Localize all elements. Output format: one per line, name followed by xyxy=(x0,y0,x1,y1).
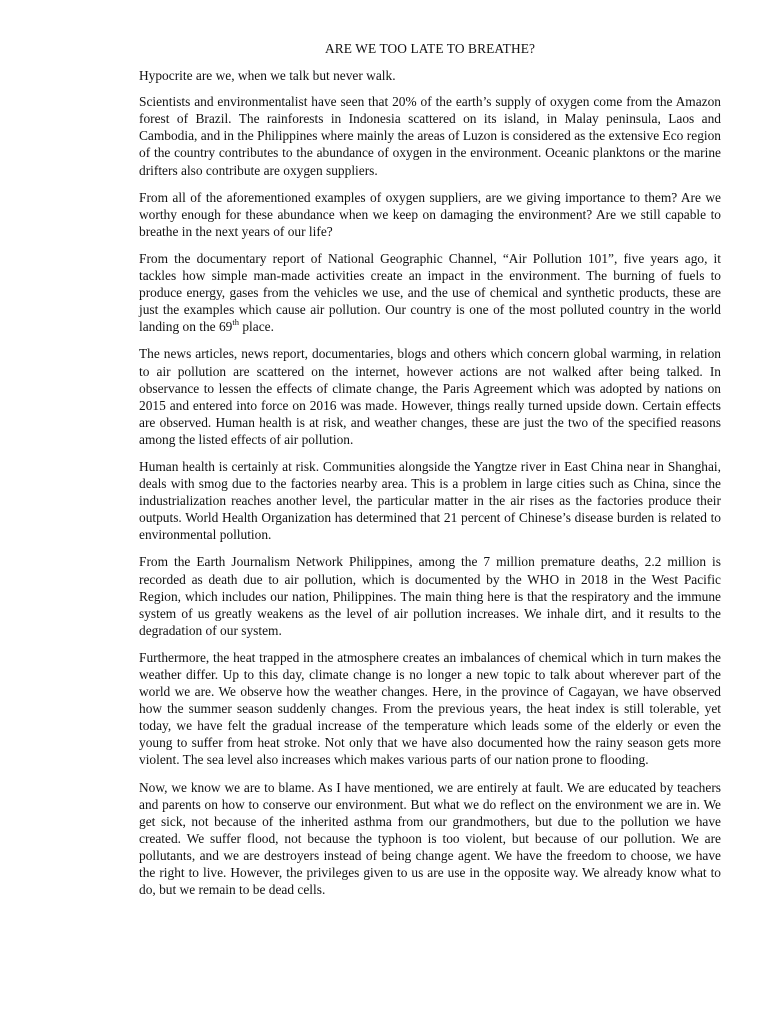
document-page xyxy=(139,40,721,908)
paragraph-conclusion: Now, we know we are to blame. As I have mentioned, we are entirely at fault. We are educated by teachers and parents on how to conserve our environment. But what we do reflect on the environment we are in. We get sick, not because of the inherited asthma from our grandmothers, but due to the pollution we have created. We suffer flood, not because the typhoon is too violent, but because of our pollution. We are pollutants, and we are destroyers instead of being change agent. We have the freedom to choose, we have the right to live. However, the privileges given to us are use in the opposite way. We already know what to do, but we remain to be dead cells. xyxy=(139,779,721,898)
document-title: ARE WE TOO LATE TO BREATHE? xyxy=(324,41,536,56)
natgeo-text-after: place. xyxy=(238,319,274,335)
paragraph-news-articles: The news articles, news report, documentaries, blogs and others which concern global warming, in relation to air pollution are scattered on the internet, however actions are not walked after being talked. In observance to lessen the effects of climate change, the Paris Agreement which was adopted by nations on 2015 and entered into force on 2016 was made. However, things really turned upside down. Certain effects are observed. Human health is at risk, and weather changes, these are just the two of the specified reasons among the listed effects of air pollution. xyxy=(139,346,721,447)
paragraph-weather: Furthermore, the heat trapped in the atmosphere creates an imbalances of chemical which in turn makes the weather differ. Up to this day, climate change is no longer a new topic to talk about wherever part of the world we are. We observe how the weather changes. Here, in the province of Cagayan, we have observed how the summer season suddenly changes. From the previous years, the heat index is still tolerable, yet today, we have felt the gradual increase of the temperature which leads some of the elderly or even the young to suffer from heat stroke. Not only that we have also documented how the rainy season gets more violent. The sea level also increases which makes various parts of our nation prone to flooding. xyxy=(139,649,721,768)
natgeo-text-before: From the documentary report of National Geographic Channel, “Air Pollution 101”, five years ago, it tackles how simple man-made activities create an impact in the environment. The burning of fuels to produce energy, gases from the vehicles we use, and the use of chemical and synthetic products, these are just the examples which cause air pollution. Our country is one of the most polluted country in the world landing on the 69 xyxy=(139,250,721,335)
paragraph-natgeo xyxy=(139,250,721,335)
paragraph-questions: From all of the aforementioned examples of oxygen suppliers, are we giving importance to them? Are we worthy enough for these abundance when we keep on damaging the environment? Are we still capable to breathe in the next years of our life? xyxy=(139,189,721,239)
paragraph-human-health: Human health is certainly at risk. Communities alongside the Yangtze river in East China near in Shanghai, deals with smog due to the factories nearby area. This is a problem in large cities such as China, since the industrialization reaches another level, the particular matter in the air rises as the factories produce their outputs. World Health Organization has determined that 21 percent of Chinese’s disease burden is related to environmental pollution. xyxy=(139,458,721,543)
paragraph-earth-journalism: From the Earth Journalism Network Philippines, among the 7 million premature deaths, 2.2 million is recorded as death due to air pollution, which is documented by the WHO in 2018 in the West Pacific Region, which includes our nation, Philippines. The main thing here is that the respiratory and the immune system of us greatly weakens as the level of air pollution increases. We inhale dirt, and it results to the degradation of our system. xyxy=(139,554,721,638)
paragraph-intro: Hypocrite are we, when we talk but never walk. xyxy=(139,68,396,84)
natgeo-superscript: th xyxy=(232,316,239,327)
paragraph-oxygen-sources: Scientists and environmentalist have seen that 20% of the earth’s supply of oxygen come from the Amazon forest of Brazil. The rainforests in Indonesia scattered on its island, in Malay peninsula, Laos and Cambodia, and in the Philippines where mainly the areas of Luzon is considered as the extensive Eco region of the country contributes to the abundance of oxygen in the environment. Oceanic planktons or the marine drifters also contribute are oxygen suppliers. xyxy=(139,94,721,178)
